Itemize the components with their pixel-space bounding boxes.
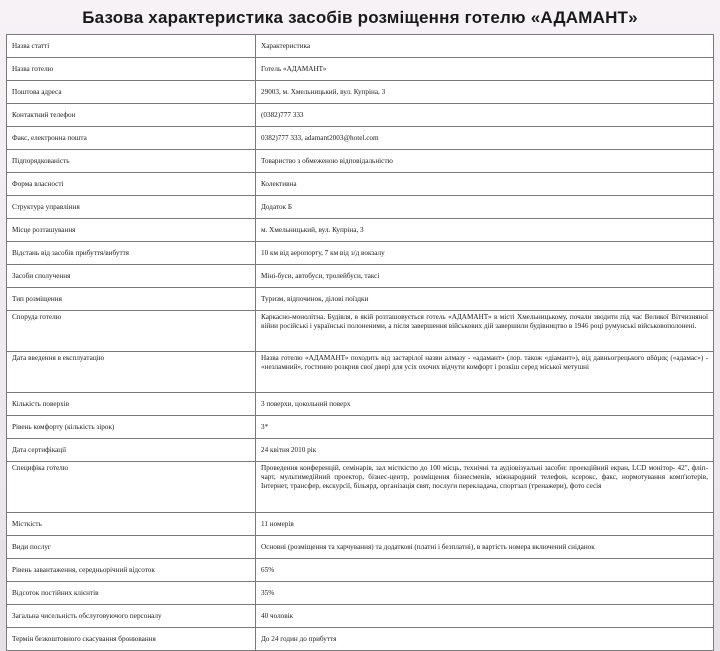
row-label: Місце розташування — [7, 219, 256, 242]
row-value: Колективна — [256, 173, 714, 196]
table-row — [7, 311, 714, 352]
table-row — [7, 150, 714, 173]
row-value: 40 чоловік — [256, 605, 714, 628]
row-value: Додаток Б — [256, 196, 714, 219]
table-row — [7, 536, 714, 559]
row-label: Дата введення в експлуатацію — [7, 352, 256, 393]
header-value-cell: Характеристика — [256, 35, 714, 58]
row-label: Факс, електронна пошта — [7, 127, 256, 150]
row-label: Назва готелю — [7, 58, 256, 81]
table-row — [7, 439, 714, 462]
table-row — [7, 127, 714, 150]
table-row — [7, 393, 714, 416]
row-label: Рівень комфорту (кількість зірок) — [7, 416, 256, 439]
characteristics-table — [6, 34, 714, 651]
table-row — [7, 462, 714, 513]
row-label: Рівень завантаження, середньорічний відсоток — [7, 559, 256, 582]
table-row — [7, 416, 714, 439]
header-label-cell: Назва статті — [7, 35, 256, 58]
table-row — [7, 81, 714, 104]
row-label: Споруда готелю — [7, 311, 256, 352]
row-value: 3 поверхи, цокольний поверх — [256, 393, 714, 416]
row-label: Підпорядкованість — [7, 150, 256, 173]
table-row — [7, 288, 714, 311]
table-row — [7, 265, 714, 288]
table-row — [7, 219, 714, 242]
row-value: Назва готелю «АДАМАНТ» походить від застарілої назви алмазу - «адамант» (лор. також «діамант»), від давньогрецького αδάμας («адамас») - «незламний», гостинно розкрив свої двері для усіх охочих відчути комфорт і розкіш серед міської метушні — [256, 352, 714, 393]
row-value: 29003, м. Хмельницький, вул. Купріна, 3 — [256, 81, 714, 104]
table-row — [7, 104, 714, 127]
row-value: м. Хмельницький, вул. Купріна, 3 — [256, 219, 714, 242]
row-value: 3* — [256, 416, 714, 439]
row-label: Засоби сполучення — [7, 265, 256, 288]
row-value: Туризм, відпочинок, ділові поїздки — [256, 288, 714, 311]
row-value: До 24 годин до прибуття — [256, 628, 714, 651]
table-row — [7, 242, 714, 265]
row-label: Відсоток постійних клієнтів — [7, 582, 256, 605]
table-header-row — [7, 35, 714, 58]
row-label: Місткість — [7, 513, 256, 536]
row-label: Термін безкоштовного скасування бронювання — [7, 628, 256, 651]
row-label: Структура управління — [7, 196, 256, 219]
table-row — [7, 352, 714, 393]
row-value: Товариство з обмеженою відповідальністю — [256, 150, 714, 173]
row-label: Форма власності — [7, 173, 256, 196]
row-label: Поштова адреса — [7, 81, 256, 104]
row-value: 65% — [256, 559, 714, 582]
row-label: Кількість поверхів — [7, 393, 256, 416]
table-row — [7, 605, 714, 628]
table-row — [7, 196, 714, 219]
table-row — [7, 559, 714, 582]
row-value: 24 квітня 2010 рік — [256, 439, 714, 462]
row-label: Відстань від засобів прибуття/вибуття — [7, 242, 256, 265]
row-value: 0382)777 333, adamant2003@hotel.com — [256, 127, 714, 150]
table-row — [7, 582, 714, 605]
row-value: Готель «АДАМАНТ» — [256, 58, 714, 81]
row-value: Міні-буси, автобуси, тролейбуси, таксі — [256, 265, 714, 288]
row-value: Каркасно-монолітна. Будівля, в якій розташовується готель «АДАМАНТ» в місті Хмельницькому, почали зводити під час Великої Вітчизняної війни російські і українські полоненими, а після завершення військових дій завершили будівництво в 1946 році румунські військовополонені. — [256, 311, 714, 352]
row-label: Контактний телефон — [7, 104, 256, 127]
row-label: Загальна чисельність обслуговуючого персоналу — [7, 605, 256, 628]
row-label: Дата сертифікації — [7, 439, 256, 462]
row-value: 10 км від аеропорту, 7 км від з/д вокзалу — [256, 242, 714, 265]
row-value: (0382)777 333 — [256, 104, 714, 127]
row-value: 35% — [256, 582, 714, 605]
row-value: Проведення конференцій, семінарів, зал місткістю до 100 місць, технічні та аудіовізуальні засоби: проекційний екран, LCD монітор- 42", фліп-чарт, мультимедійний проектор, бізнес-центр, розміщення бізнесменів, міжнародний телефон, ксерокс, факс, нормотування комп'ютерів, Інтернет, трансфер, екскурсії, більярд, організація свят, послуги перекладача, спортзал (тренажери), фото сесія — [256, 462, 714, 513]
table-row — [7, 513, 714, 536]
row-value: Основні (розміщення та харчування) та додаткові (платні і безплатні), в вартість номера включений сніданок — [256, 536, 714, 559]
table-row — [7, 173, 714, 196]
table-row — [7, 58, 714, 81]
table-row — [7, 628, 714, 651]
row-label: Тип розміщення — [7, 288, 256, 311]
row-label: Специфіка готелю — [7, 462, 256, 513]
row-label: Види послуг — [7, 536, 256, 559]
row-value: 11 номерів — [256, 513, 714, 536]
slide-title: Базова характеристика засобів розміщення готелю «АДАМАНТ» — [82, 8, 638, 27]
